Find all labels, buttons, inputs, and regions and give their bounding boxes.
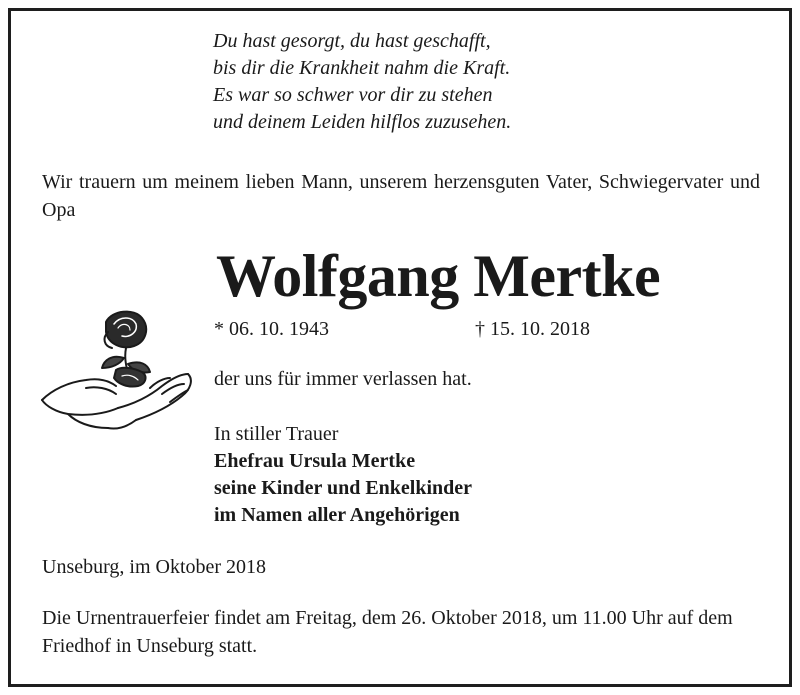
poem bbox=[213, 28, 773, 136]
death-date: † 15. 10. 2018 bbox=[475, 318, 590, 340]
rose-in-hands-icon bbox=[38, 302, 198, 434]
birth-date: * 06. 10. 1943 bbox=[214, 318, 329, 340]
mourners-block bbox=[214, 421, 472, 529]
mourner-line: seine Kinder und Enkelkinder bbox=[214, 477, 473, 499]
intro-text: Wir trauern um meinem lieben Mann, unserem herzensguten Vater, Schwiegervater und Opa bbox=[42, 171, 760, 221]
mourner-line: Ehefrau Ursula Mertke bbox=[214, 450, 416, 472]
funeral-notice: Die Urnentrauerfeier findet am Freitag, dem 26. Oktober 2018, um 11.00 Uhr auf dem Friedhof in Unseburg statt. bbox=[42, 607, 733, 657]
poem-line: Es war so schwer vor dir zu stehen bbox=[213, 84, 493, 106]
place-date: Unseburg, im Oktober 2018 bbox=[42, 556, 267, 578]
deceased-name: Wolfgang Mertke bbox=[216, 243, 661, 309]
poem-line: und deinem Leiden hilflos zuzusehen. bbox=[213, 111, 512, 133]
passing-text: der uns für immer verlassen hat. bbox=[214, 368, 472, 390]
mourner-line: im Namen aller Angehörigen bbox=[214, 504, 460, 526]
mourners-intro: In stiller Trauer bbox=[214, 423, 339, 445]
poem-line: Du hast gesorgt, du hast geschafft, bbox=[213, 30, 491, 52]
poem-line: bis dir die Krankheit nahm die Kraft. bbox=[213, 57, 511, 79]
